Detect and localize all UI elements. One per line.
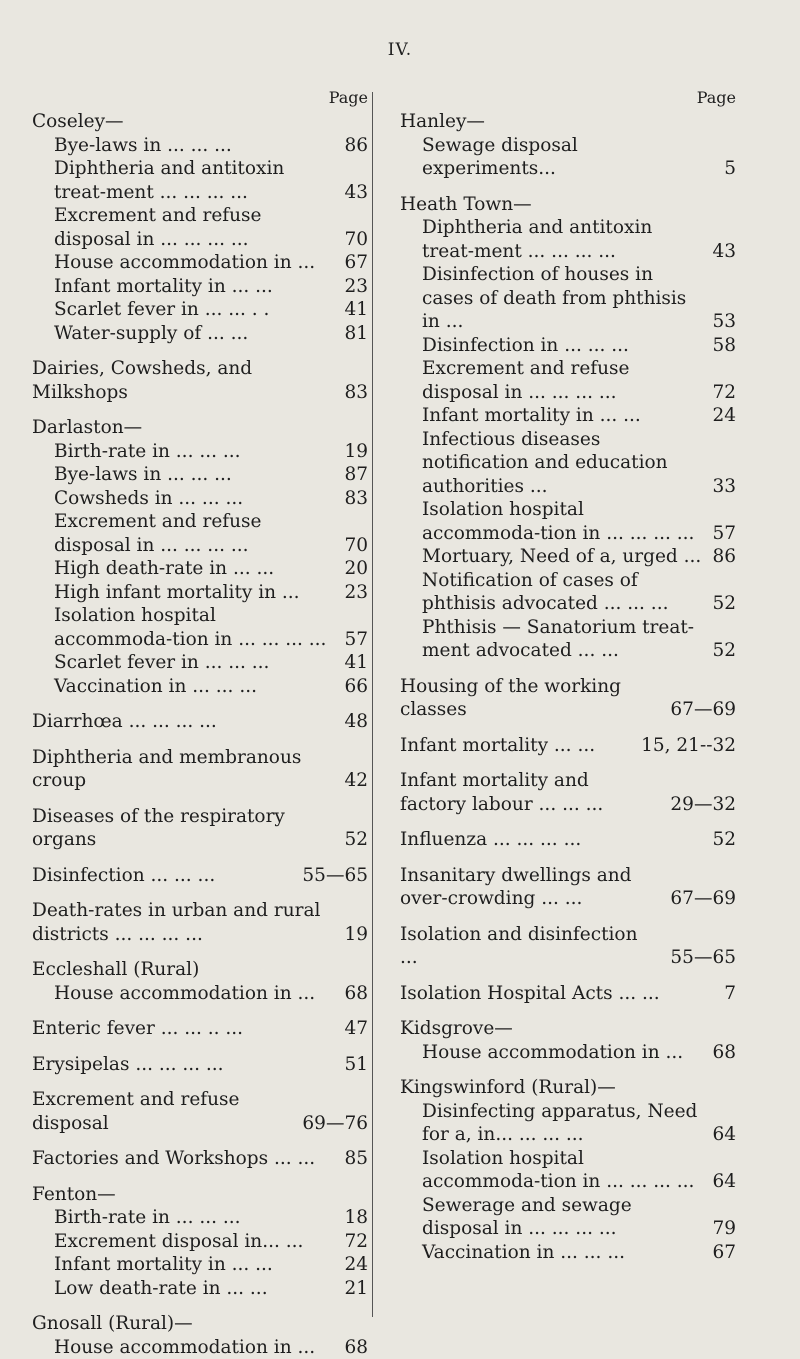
index-entry-text: Enteric fever ... ... .. ...	[32, 1017, 368, 1041]
index-block	[400, 110, 736, 181]
index-entry	[400, 675, 736, 722]
index-heading: Coseley—	[32, 110, 368, 134]
index-block	[400, 675, 736, 722]
index-entry	[400, 1100, 736, 1147]
index-entry-text: Diseases of the respiratory organs	[32, 805, 368, 852]
index-entry	[400, 769, 736, 816]
index-entry-text: Infant mortality and factory labour ... ... ...	[400, 769, 736, 816]
index-entry	[400, 923, 736, 970]
index-entry	[400, 864, 736, 911]
index-block	[400, 982, 736, 1006]
index-entry	[32, 134, 368, 158]
index-entry	[32, 463, 368, 487]
index-entry-page: 20	[344, 557, 368, 581]
index-entry-text: Diphtheria and membranous croup	[32, 746, 368, 793]
index-entry	[32, 1147, 368, 1171]
index-entry-page: 67	[344, 251, 368, 275]
index-entry-page: 21	[344, 1277, 368, 1301]
index-entry-text: Excrement disposal in... ...	[54, 1230, 368, 1254]
index-entry-text: House accommodation in ...	[422, 1041, 736, 1065]
index-entry-text: Death-rates in urban and rural districts ... ... ... ...	[32, 899, 368, 946]
index-block	[32, 416, 368, 698]
index-entry	[32, 581, 368, 605]
index-heading: Darlaston—	[32, 416, 368, 440]
index-entry-text: Influenza ... ... ... ...	[400, 828, 736, 852]
index-entry	[400, 263, 736, 334]
index-entry-page: 83	[344, 487, 368, 511]
index-entry-text: Infant mortality in ... ...	[422, 404, 736, 428]
index-entry-text: Birth-rate in ... ... ...	[54, 1206, 368, 1230]
index-entry	[400, 569, 736, 616]
page-number: IV.	[0, 40, 800, 60]
index-block	[32, 746, 368, 793]
index-entry-page: 57	[344, 628, 368, 652]
index-entry-text: Infant mortality in ... ...	[54, 275, 368, 299]
index-entry	[32, 1206, 368, 1230]
index-entry-text: Erysipelas ... ... ... ...	[32, 1053, 368, 1077]
index-entry	[32, 899, 368, 946]
index-entry-page: 52	[344, 828, 368, 852]
index-block	[400, 828, 736, 852]
index-entry-text: Scarlet fever in ... ... ...	[54, 651, 368, 675]
index-entry-page: 52	[712, 828, 736, 852]
index-entry	[32, 982, 368, 1006]
index-heading: Heath Town—	[400, 193, 736, 217]
index-entry-page: 41	[344, 298, 368, 322]
index-entry-page: 85	[344, 1147, 368, 1171]
index-entry	[32, 1017, 368, 1041]
index-entry-page: 66	[344, 675, 368, 699]
index-entry	[32, 651, 368, 675]
index-entry-page: 70	[344, 228, 368, 252]
index-entry	[400, 545, 736, 569]
index-entry-text: Mortuary, Need of a, urged ...	[422, 545, 736, 569]
index-entry	[400, 357, 736, 404]
index-block	[32, 110, 368, 345]
index-entry-text: Excrement and refuse disposal in ... ... ... ...	[54, 204, 368, 251]
index-entry-text: Infectious diseases notification and education authorities ...	[422, 428, 736, 499]
index-block	[400, 734, 736, 758]
index-entry-text: Dairies, Cowsheds, and Milkshops	[32, 357, 368, 404]
index-entry-page: 23	[344, 581, 368, 605]
index-entry-page: 52	[712, 592, 736, 616]
index-block	[32, 1088, 368, 1135]
index-entry	[400, 134, 736, 181]
index-block	[32, 958, 368, 1005]
index-entry	[32, 710, 368, 734]
index-entry-text: Isolation and disinfection ...	[400, 923, 736, 970]
index-entry	[32, 805, 368, 852]
index-entry-page: 79	[712, 1217, 736, 1241]
index-entry	[32, 440, 368, 464]
index-entry-page: 53	[712, 310, 736, 334]
index-entry	[32, 557, 368, 581]
index-block	[400, 864, 736, 911]
index-entry-text: High death-rate in ... ...	[54, 557, 368, 581]
index-entry-page: 24	[712, 404, 736, 428]
index-entry-page: 64	[712, 1123, 736, 1147]
index-entry	[32, 1088, 368, 1135]
index-entry-text: Birth-rate in ... ... ...	[54, 440, 368, 464]
index-entry	[32, 675, 368, 699]
index-entry-text: Bye-laws in ... ... ...	[54, 463, 368, 487]
page-column-label: Page	[32, 86, 368, 108]
index-entry	[400, 334, 736, 358]
index-entry-page: 47	[344, 1017, 368, 1041]
index-entry	[32, 157, 368, 204]
index-block	[32, 1147, 368, 1171]
index-entry	[32, 1053, 368, 1077]
index-entry-text: Housing of the working classes	[400, 675, 736, 722]
index-entry-page: 19	[344, 923, 368, 947]
index-entry	[32, 298, 368, 322]
index-entry-page: 29—32	[670, 793, 736, 817]
index-entry	[400, 1041, 736, 1065]
index-entry	[32, 1336, 368, 1359]
index-entry-page: 24	[344, 1253, 368, 1277]
index-entry-page: 41	[344, 651, 368, 675]
index-entry-text: Disinfection in ... ... ...	[422, 334, 736, 358]
index-entry-page: 33	[712, 475, 736, 499]
index-heading: Kidsgrove—	[400, 1017, 736, 1041]
index-block	[32, 899, 368, 946]
index-entry-page: 68	[344, 982, 368, 1006]
index-entry	[32, 510, 368, 557]
index-entry-text: Infant mortality ... ...	[400, 734, 736, 758]
index-block	[32, 1312, 368, 1359]
index-entry-text: High infant mortality in ...	[54, 581, 368, 605]
index-entry-page: 18	[344, 1206, 368, 1230]
index-block	[400, 769, 736, 816]
index-entry-page: 67—69	[670, 887, 736, 911]
index-entry-page: 68	[344, 1336, 368, 1359]
index-entry	[400, 734, 736, 758]
index-heading: Eccleshall (Rural)	[32, 958, 368, 982]
index-entry-text: Isolation hospital accommoda-tion in ... ... ... ...	[422, 498, 736, 545]
index-entry-page: 72	[344, 1230, 368, 1254]
index-entry-page: 69—76	[302, 1112, 368, 1136]
index-entry-page: 43	[712, 240, 736, 264]
index-block	[32, 1053, 368, 1077]
index-entry	[32, 604, 368, 651]
index-entry	[32, 322, 368, 346]
index-entry-page: 81	[344, 322, 368, 346]
index-entry-page: 55—65	[302, 864, 368, 888]
index-block	[32, 357, 368, 404]
index-entry-page: 48	[344, 710, 368, 734]
index-block	[400, 1017, 736, 1064]
index-entry-text: Cowsheds in ... ... ...	[54, 487, 368, 511]
index-entry-text: House accommodation in ...	[54, 251, 368, 275]
index-entry-page: 86	[712, 545, 736, 569]
index-entry-text: Bye-laws in ... ... ...	[54, 134, 368, 158]
index-entry-page: 23	[344, 275, 368, 299]
index-entry-page: 70	[344, 534, 368, 558]
index-entry-page: 43	[344, 181, 368, 205]
index-entry-text: Phthisis — Sanatorium treat-ment advocated ... ...	[422, 616, 736, 663]
index-entry-text: Diphtheria and antitoxin treat-ment ... ... ... ...	[54, 157, 368, 204]
index-entry-text: Excrement and refuse disposal in ... ... ... ...	[422, 357, 736, 404]
index-entry	[32, 1277, 368, 1301]
index-entry-page: 86	[344, 134, 368, 158]
index-entry	[400, 1241, 736, 1265]
index-heading: Hanley—	[400, 110, 736, 134]
page-column-label: Page	[400, 86, 736, 108]
index-entry-page: 68	[712, 1041, 736, 1065]
index-entry-text: Isolation hospital accommoda-tion in ... ... ... ...	[54, 604, 368, 651]
index-entry-text: Isolation hospital accommoda-tion in ... ... ... ...	[422, 1147, 736, 1194]
index-entry	[400, 1194, 736, 1241]
index-entry	[400, 1147, 736, 1194]
index-entry-text: Sewerage and sewage disposal in ... ... ... ...	[422, 1194, 736, 1241]
index-entry-page: 52	[712, 639, 736, 663]
index-entry	[32, 357, 368, 404]
index-entry	[32, 204, 368, 251]
index-entry-page: 64	[712, 1170, 736, 1194]
index-entry	[400, 404, 736, 428]
index-entry-page: 67	[712, 1241, 736, 1265]
index-entry-text: Low death-rate in ... ...	[54, 1277, 368, 1301]
index-entry	[400, 828, 736, 852]
index-entry	[400, 616, 736, 663]
index-column-right	[400, 86, 736, 1264]
index-heading: Kingswinford (Rural)—	[400, 1076, 736, 1100]
index-entry-page: 15, 21--32	[641, 734, 736, 758]
index-block	[32, 1183, 368, 1301]
index-entry-text: Diphtheria and antitoxin treat-ment ... ... ... ...	[422, 216, 736, 263]
index-entry-text: House accommodation in ...	[54, 1336, 368, 1359]
index-entry	[32, 1230, 368, 1254]
index-entry-text: Vaccination in ... ... ...	[54, 675, 368, 699]
index-entry-page: 51	[344, 1053, 368, 1077]
index-block	[32, 1017, 368, 1041]
index-entry-text: Infant mortality in ... ...	[54, 1253, 368, 1277]
column-divider	[372, 92, 373, 1317]
index-entry-text: Diarrhœa ... ... ... ...	[32, 710, 368, 734]
index-block	[400, 1076, 736, 1264]
index-entry-text: Insanitary dwellings and over-crowding ... ...	[400, 864, 736, 911]
index-entry	[400, 498, 736, 545]
index-entry-text: Disinfection ... ... ...	[32, 864, 368, 888]
index-entry	[32, 487, 368, 511]
index-entry-page: 67—69	[670, 698, 736, 722]
index-entry-text: Water-supply of ... ...	[54, 322, 368, 346]
index-entry-page: 58	[712, 334, 736, 358]
index-entry-text: Factories and Workshops ... ...	[32, 1147, 368, 1171]
index-entry-page: 83	[344, 381, 368, 405]
index-entry	[400, 428, 736, 499]
index-entry	[32, 1253, 368, 1277]
index-entry	[32, 275, 368, 299]
index-entry-text: Excrement and refuse disposal in ... ... ... ...	[54, 510, 368, 557]
index-entry-page: 55—65	[670, 946, 736, 970]
index-entry-text: Vaccination in ... ... ...	[422, 1241, 736, 1265]
index-block	[32, 805, 368, 852]
index-entry-page: 87	[344, 463, 368, 487]
index-entry-text: Isolation Hospital Acts ... ...	[400, 982, 736, 1006]
index-entry-page: 19	[344, 440, 368, 464]
index-entry-page: 7	[724, 982, 736, 1006]
index-block	[400, 923, 736, 970]
index-entry	[400, 982, 736, 1006]
index-block	[32, 864, 368, 888]
index-entry-text: Disinfection of houses in cases of death from phthisis in ...	[422, 263, 736, 334]
index-entry-text: House accommodation in ...	[54, 982, 368, 1006]
index-entry-page: 42	[344, 769, 368, 793]
index-block	[32, 710, 368, 734]
index-column-left	[32, 86, 368, 1359]
index-entry	[400, 216, 736, 263]
index-entry	[32, 746, 368, 793]
index-entry-page: 72	[712, 381, 736, 405]
index-entry-page: 5	[724, 157, 736, 181]
index-entry-text: Scarlet fever in ... ... . .	[54, 298, 368, 322]
index-entry-text: Excrement and refuse disposal	[32, 1088, 368, 1135]
index-entry-text: Disinfecting apparatus, Need for a, in... ... ... ...	[422, 1100, 736, 1147]
index-entry	[32, 251, 368, 275]
index-entry	[32, 864, 368, 888]
index-entry-page: 57	[712, 522, 736, 546]
index-entry-text: Sewage disposal experiments...	[422, 134, 736, 181]
index-heading: Gnosall (Rural)—	[32, 1312, 368, 1336]
index-heading: Fenton—	[32, 1183, 368, 1207]
index-block	[400, 193, 736, 663]
index-entry-text: Notification of cases of phthisis advocated ... ... ...	[422, 569, 736, 616]
